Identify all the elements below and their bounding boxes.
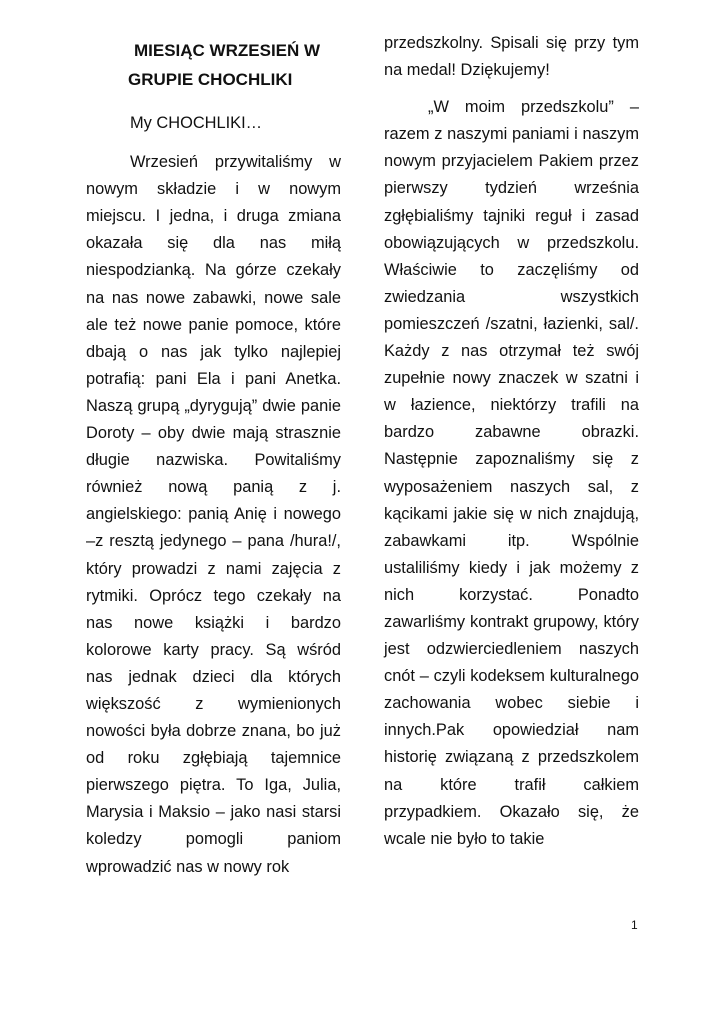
right-column xyxy=(384,30,639,853)
subheading: My CHOCHLIKI… xyxy=(130,114,263,132)
paragraph-continuation: przedszkolny. Spisali się przy tym na medal! Dziękujemy! xyxy=(384,34,639,80)
paragraph-welcome: Wrzesień przywitaliśmy w nowym składzie i w nowym miejscu. I jedna, i druga zmiana okazała się dla nas miłą niespodzianką. Na górze czekały na nas nowe zabawki, nowe sale ale też nowe panie pomoce, które dbają o nas jak tylko najlepiej potrafią: pani Ela i pani Anetka. Naszą grupą „dyrygują” dwie panie Doroty – oby dwie mają strasznie długie nazwiska. Powitaliśmy również nową panią z j. angielskiego: panią Anię i nowego –z resztą jedynego – pana /hura!/, który prowadzi z nami zajęcia z rytmiki. Oprócz tego czekały na nas nowe książki i bardzo kolorowe karty pracy. Są wśród nas jednak dzieci dla których większość z wymienionych nowości była dobrze znana, bo już od roku zgłębiają tajemnice pierwszego piętra. To Iga, Julia, Marysia i Maksio – jako nasi starsi koledzy pomogli paniom wprowadzić nas w nowy rok xyxy=(86,153,341,876)
page-number: 1 xyxy=(631,918,638,932)
title-line-2: GRUPIE CHOCHLIKI xyxy=(128,70,293,89)
paragraph-preschool: „W moim przedszkolu” – razem z naszymi paniami i naszym nowym przyjacielem Pakiem przez pierwszy tydzień września zgłębialiśmy tajniki reguł i zasad obowiązujących w przedszkolu. Właściwie to zaczęliśmy od zwiedzania wszystkich pomieszczeń /szatni, łazienki, sal/. Każdy z nas otrzymał też swój zupełnie nowy znaczek w szatni i w łazience, niektórzy trafili na bardzo zabawne obrazki. Następnie zapoznaliśmy się z wyposażeniem naszych sal, z kącikami jakie się w nich znajdują, zabawkami itp. Wspólnie ustaliliśmy kiedy i jak możemy z nich korzystać. Ponadto zawarliśmy kontrakt grupowy, który jest odzwierciedleniem naszych cnót – czyli kodeksem kulturalnego zachowania wobec siebie i innych.Pak opowiedział nam historię związaną z przedszkolem na które trafił całkiem przypadkiem. Okazało się, że wcale nie było to takie xyxy=(384,98,639,848)
left-column xyxy=(86,30,341,881)
title-line-1: MIESIĄC WRZESIEŃ W xyxy=(134,41,321,60)
article-title xyxy=(86,36,341,94)
